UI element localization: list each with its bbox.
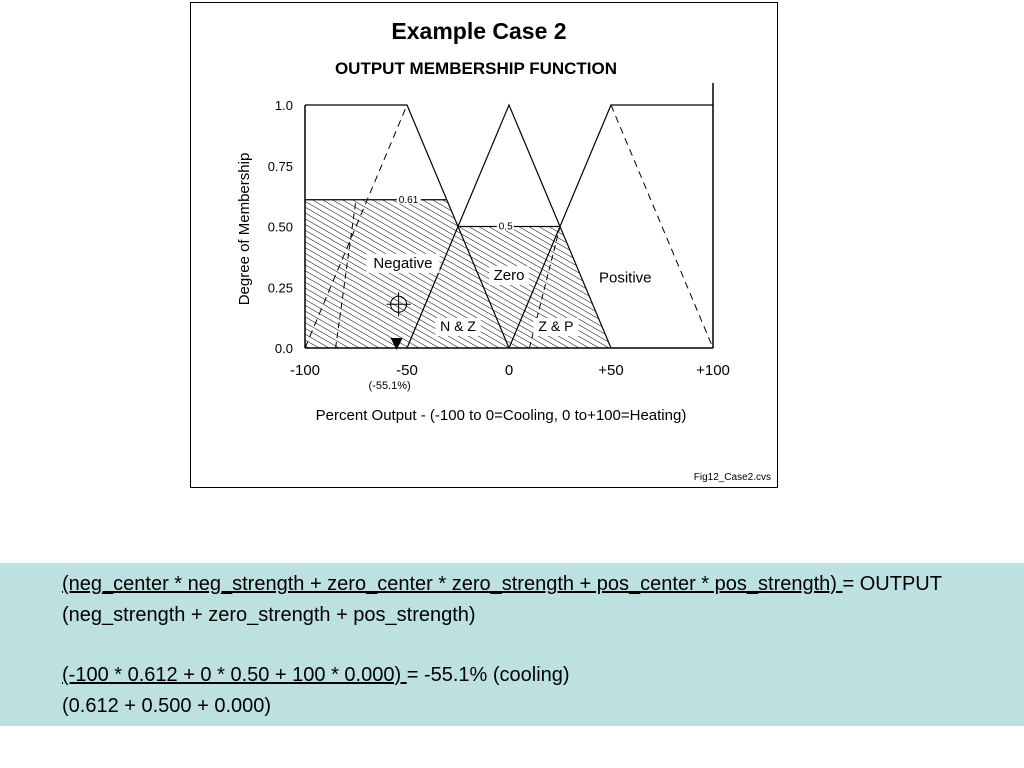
chart-figure [190,2,778,488]
series-positive-dashed-edge [611,105,713,348]
result-label: (-55.1%) [368,380,411,392]
x-tick-label: +100 [696,362,730,379]
computation-numerator: (-100 * 0.612 + 0 * 0.50 + 100 * 0.000) [62,664,407,686]
formula-panel [0,563,1024,726]
region-label-z-p: Z & P [538,317,574,334]
series-zero-label: Zero [493,266,525,284]
computation-result: = -55.1% (cooling) [406,664,570,686]
y-tick-label: 0.25 [267,280,293,296]
x-tick-label: 0 [504,362,514,379]
formula-numerator: (neg_center * neg_strength + zero_center * zero_strength + pos_center * pos_strength) [62,573,843,595]
figure-id: Fig12_Case2.cvs [693,472,771,483]
x-tick-label: -50 [396,362,418,379]
x-tick-label: +50 [598,362,624,379]
x-tick-label: -100 [289,362,321,379]
formula-output: = OUTPUT [842,573,942,595]
zero-clip-label: 0.5 [498,221,513,233]
x-axis-label: Percent Output - (-100 to 0=Cooling, 0 to+100=Heating) [315,407,687,424]
y-tick-label: 0.0 [274,341,293,356]
y-tick-label: 0.50 [267,219,293,235]
y-tick-label: 0.75 [267,158,293,174]
series-positive-label: Positive [599,269,652,287]
region-label-n-z: N & Z [440,317,476,334]
series-negative-label: Negative [373,254,433,272]
formula-line-2: (neg_strength + zero_strength + pos_strength) [62,604,476,626]
chart-svg [191,3,779,489]
formula-line-4: (0.612 + 0.500 + 0.000) [62,695,272,717]
y-axis-label: Degree of Membership [236,152,253,306]
formula-line-1 [62,572,942,596]
chart-subtitle: OUTPUT MEMBERSHIP FUNCTION [334,59,618,78]
chart-title: Example Case 2 [391,18,567,44]
negative-clip-label: 0.61 [398,194,419,206]
formula-line-3 [62,663,570,687]
y-tick-label: 1.0 [274,98,293,113]
